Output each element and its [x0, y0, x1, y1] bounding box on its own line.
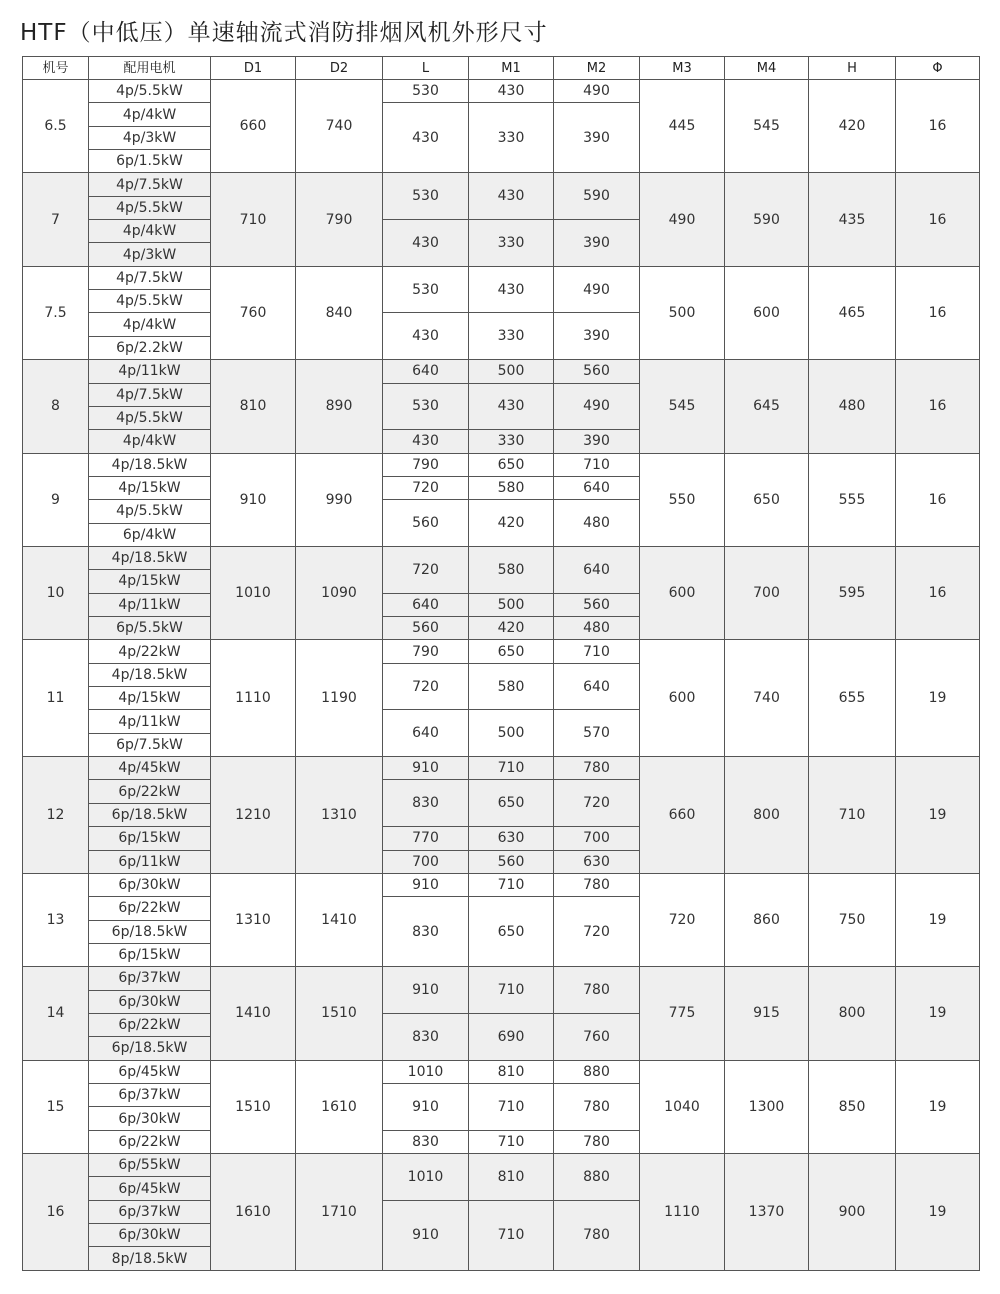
table-row: [23, 266, 980, 289]
table-row: [23, 757, 980, 780]
l-cell: 720: [383, 476, 469, 499]
header-cell-motor: 配用电机: [89, 57, 211, 80]
motor-cell: 6p/1.5kW: [89, 150, 211, 173]
d1-cell: 1310: [211, 873, 296, 966]
m1-cell: 330: [469, 103, 554, 173]
motor-cell: 4p/4kW: [89, 430, 211, 453]
m2-cell: 480: [554, 616, 640, 639]
m1-cell: 690: [469, 1013, 554, 1060]
m1-cell: 420: [469, 500, 554, 547]
motor-cell: 4p/4kW: [89, 103, 211, 126]
m2-cell: 570: [554, 710, 640, 757]
motor-cell: 4p/7.5kW: [89, 266, 211, 289]
m2-cell: 780: [554, 967, 640, 1014]
m1-cell: 580: [469, 663, 554, 710]
motor-cell: 6p/37kW: [89, 967, 211, 990]
motor-cell: 6p/22kW: [89, 1013, 211, 1036]
motor-cell: 4p/5.5kW: [89, 406, 211, 429]
m3-cell: 550: [640, 453, 725, 546]
m2-cell: 780: [554, 873, 640, 896]
header-cell-m1: M1: [469, 57, 554, 80]
table-row: [23, 453, 980, 476]
l-cell: 830: [383, 1130, 469, 1153]
page-title: HTF（中低压）单速轴流式消防排烟风机外形尺寸: [20, 20, 548, 46]
l-cell: 640: [383, 593, 469, 616]
motor-cell: 6p/15kW: [89, 943, 211, 966]
table-row: [23, 967, 980, 990]
m3-cell: 660: [640, 757, 725, 874]
motor-cell: 4p/11kW: [89, 593, 211, 616]
motor-cell: 4p/15kW: [89, 476, 211, 499]
motor-cell: 6p/30kW: [89, 990, 211, 1013]
m1-cell: 710: [469, 1083, 554, 1130]
m1-cell: 330: [469, 430, 554, 453]
d2-cell: 1310: [296, 757, 383, 874]
m3-cell: 490: [640, 173, 725, 266]
motor-cell: 4p/45kW: [89, 757, 211, 780]
d2-cell: 1410: [296, 873, 383, 966]
phi-cell: 19: [896, 640, 980, 757]
d2-cell: 740: [296, 80, 383, 173]
phi-cell: 16: [896, 80, 980, 173]
table-row: [23, 360, 980, 383]
phi-cell: 19: [896, 757, 980, 874]
motor-cell: 4p/7.5kW: [89, 173, 211, 196]
d1-cell: 1410: [211, 967, 296, 1060]
phi-cell: 19: [896, 1154, 980, 1271]
m1-cell: 710: [469, 757, 554, 780]
m3-cell: 600: [640, 546, 725, 639]
model-number-cell: 15: [23, 1060, 89, 1153]
m1-cell: 650: [469, 780, 554, 827]
d2-cell: 1510: [296, 967, 383, 1060]
motor-cell: 4p/5.5kW: [89, 500, 211, 523]
m1-cell: 710: [469, 873, 554, 896]
l-cell: 910: [383, 1083, 469, 1130]
m4-cell: 1300: [725, 1060, 809, 1153]
m1-cell: 500: [469, 593, 554, 616]
m4-cell: 800: [725, 757, 809, 874]
l-cell: 700: [383, 850, 469, 873]
l-cell: 430: [383, 430, 469, 453]
d2-cell: 1090: [296, 546, 383, 639]
model-group: [23, 546, 980, 639]
model-group: [23, 453, 980, 546]
model-number-cell: 11: [23, 640, 89, 757]
model-number-cell: 7.5: [23, 266, 89, 359]
d1-cell: 1210: [211, 757, 296, 874]
m1-cell: 580: [469, 476, 554, 499]
m3-cell: 775: [640, 967, 725, 1060]
m2-cell: 780: [554, 1200, 640, 1270]
m3-cell: 500: [640, 266, 725, 359]
model-group: [23, 80, 980, 173]
table-row: [23, 640, 980, 663]
model-number-cell: 16: [23, 1154, 89, 1271]
model-number-cell: 14: [23, 967, 89, 1060]
motor-cell: 4p/15kW: [89, 570, 211, 593]
m4-cell: 590: [725, 173, 809, 266]
l-cell: 530: [383, 80, 469, 103]
m1-cell: 430: [469, 80, 554, 103]
motor-cell: 6p/37kW: [89, 1200, 211, 1223]
m3-cell: 720: [640, 873, 725, 966]
motor-cell: 6p/45kW: [89, 1177, 211, 1200]
l-cell: 640: [383, 360, 469, 383]
model-number-cell: 12: [23, 757, 89, 874]
l-cell: 1010: [383, 1154, 469, 1201]
m2-cell: 560: [554, 360, 640, 383]
motor-cell: 6p/18.5kW: [89, 803, 211, 826]
l-cell: 910: [383, 873, 469, 896]
m4-cell: 645: [725, 360, 809, 453]
model-group: [23, 1060, 980, 1153]
d1-cell: 760: [211, 266, 296, 359]
l-cell: 1010: [383, 1060, 469, 1083]
header-cell-m3: M3: [640, 57, 725, 80]
l-cell: 910: [383, 967, 469, 1014]
model-group: [23, 873, 980, 966]
m2-cell: 630: [554, 850, 640, 873]
m2-cell: 710: [554, 453, 640, 476]
h-cell: 710: [809, 757, 896, 874]
motor-cell: 4p/7.5kW: [89, 383, 211, 406]
motor-cell: 4p/22kW: [89, 640, 211, 663]
d1-cell: 910: [211, 453, 296, 546]
motor-cell: 6p/15kW: [89, 827, 211, 850]
table-header-row: [23, 57, 980, 80]
phi-cell: 16: [896, 266, 980, 359]
phi-cell: 16: [896, 173, 980, 266]
m3-cell: 545: [640, 360, 725, 453]
h-cell: 480: [809, 360, 896, 453]
m1-cell: 710: [469, 1200, 554, 1270]
m1-cell: 330: [469, 313, 554, 360]
l-cell: 530: [383, 173, 469, 220]
m2-cell: 880: [554, 1154, 640, 1201]
m2-cell: 390: [554, 220, 640, 267]
m1-cell: 420: [469, 616, 554, 639]
motor-cell: 4p/3kW: [89, 243, 211, 266]
m1-cell: 650: [469, 897, 554, 967]
header-cell-d1: D1: [211, 57, 296, 80]
motor-cell: 6p/30kW: [89, 1224, 211, 1247]
h-cell: 420: [809, 80, 896, 173]
m2-cell: 640: [554, 663, 640, 710]
l-cell: 790: [383, 640, 469, 663]
m2-cell: 640: [554, 546, 640, 593]
m4-cell: 700: [725, 546, 809, 639]
m1-cell: 710: [469, 967, 554, 1014]
motor-cell: 4p/5.5kW: [89, 196, 211, 219]
h-cell: 750: [809, 873, 896, 966]
l-cell: 910: [383, 1200, 469, 1270]
l-cell: 430: [383, 220, 469, 267]
model-number-cell: 10: [23, 546, 89, 639]
h-cell: 800: [809, 967, 896, 1060]
motor-cell: 6p/2.2kW: [89, 336, 211, 359]
m2-cell: 480: [554, 500, 640, 547]
m1-cell: 560: [469, 850, 554, 873]
motor-cell: 4p/18.5kW: [89, 546, 211, 569]
header-cell-phi: Φ: [896, 57, 980, 80]
motor-cell: 4p/5.5kW: [89, 80, 211, 103]
motor-cell: 6p/5.5kW: [89, 616, 211, 639]
dimension-table: [22, 56, 980, 1271]
model-number-cell: 7: [23, 173, 89, 266]
phi-cell: 16: [896, 546, 980, 639]
l-cell: 430: [383, 103, 469, 173]
m2-cell: 700: [554, 827, 640, 850]
m2-cell: 780: [554, 1130, 640, 1153]
m3-cell: 1040: [640, 1060, 725, 1153]
l-cell: 430: [383, 313, 469, 360]
model-group: [23, 1154, 980, 1271]
motor-cell: 4p/5.5kW: [89, 290, 211, 313]
model-group: [23, 640, 980, 757]
d1-cell: 1610: [211, 1154, 296, 1271]
m4-cell: 915: [725, 967, 809, 1060]
header-cell-model-no: 机号: [23, 57, 89, 80]
m4-cell: 740: [725, 640, 809, 757]
m2-cell: 640: [554, 476, 640, 499]
d1-cell: 660: [211, 80, 296, 173]
d2-cell: 1610: [296, 1060, 383, 1153]
phi-cell: 19: [896, 873, 980, 966]
m2-cell: 390: [554, 430, 640, 453]
l-cell: 720: [383, 663, 469, 710]
m2-cell: 720: [554, 780, 640, 827]
m2-cell: 720: [554, 897, 640, 967]
phi-cell: 19: [896, 967, 980, 1060]
h-cell: 435: [809, 173, 896, 266]
m1-cell: 630: [469, 827, 554, 850]
table-row: [23, 173, 980, 196]
model-group: [23, 757, 980, 874]
l-cell: 830: [383, 780, 469, 827]
motor-cell: 6p/55kW: [89, 1154, 211, 1177]
m2-cell: 710: [554, 640, 640, 663]
header-cell-m4: M4: [725, 57, 809, 80]
motor-cell: 6p/45kW: [89, 1060, 211, 1083]
d2-cell: 1190: [296, 640, 383, 757]
motor-cell: 4p/18.5kW: [89, 453, 211, 476]
model-number-cell: 9: [23, 453, 89, 546]
motor-cell: 4p/3kW: [89, 126, 211, 149]
m2-cell: 490: [554, 266, 640, 313]
motor-cell: 6p/11kW: [89, 850, 211, 873]
table-row: [23, 873, 980, 896]
motor-cell: 6p/37kW: [89, 1083, 211, 1106]
d1-cell: 810: [211, 360, 296, 453]
m1-cell: 500: [469, 710, 554, 757]
l-cell: 790: [383, 453, 469, 476]
motor-cell: 6p/30kW: [89, 873, 211, 896]
m4-cell: 650: [725, 453, 809, 546]
m3-cell: 1110: [640, 1154, 725, 1271]
m1-cell: 500: [469, 360, 554, 383]
table-row: [23, 80, 980, 103]
m3-cell: 600: [640, 640, 725, 757]
m2-cell: 590: [554, 173, 640, 220]
model-number-cell: 8: [23, 360, 89, 453]
m1-cell: 430: [469, 383, 554, 430]
h-cell: 465: [809, 266, 896, 359]
m4-cell: 600: [725, 266, 809, 359]
header-cell-d2: D2: [296, 57, 383, 80]
m2-cell: 780: [554, 1083, 640, 1130]
motor-cell: 6p/22kW: [89, 780, 211, 803]
motor-cell: 6p/18.5kW: [89, 920, 211, 943]
m2-cell: 880: [554, 1060, 640, 1083]
motor-cell: 4p/4kW: [89, 313, 211, 336]
motor-cell: 6p/7.5kW: [89, 733, 211, 756]
d2-cell: 1710: [296, 1154, 383, 1271]
d1-cell: 1510: [211, 1060, 296, 1153]
m2-cell: 390: [554, 313, 640, 360]
model-group: [23, 967, 980, 1060]
m2-cell: 490: [554, 383, 640, 430]
header-cell-h: H: [809, 57, 896, 80]
table-row: [23, 1060, 980, 1083]
l-cell: 830: [383, 897, 469, 967]
l-cell: 770: [383, 827, 469, 850]
model-number-cell: 6.5: [23, 80, 89, 173]
h-cell: 900: [809, 1154, 896, 1271]
m4-cell: 1370: [725, 1154, 809, 1271]
h-cell: 555: [809, 453, 896, 546]
m4-cell: 545: [725, 80, 809, 173]
d1-cell: 1110: [211, 640, 296, 757]
m2-cell: 390: [554, 103, 640, 173]
header-cell-m2: M2: [554, 57, 640, 80]
motor-cell: 6p/18.5kW: [89, 1037, 211, 1060]
m1-cell: 650: [469, 640, 554, 663]
m2-cell: 490: [554, 80, 640, 103]
d2-cell: 890: [296, 360, 383, 453]
motor-cell: 6p/30kW: [89, 1107, 211, 1130]
phi-cell: 19: [896, 1060, 980, 1153]
l-cell: 910: [383, 757, 469, 780]
m1-cell: 330: [469, 220, 554, 267]
m4-cell: 860: [725, 873, 809, 966]
motor-cell: 6p/22kW: [89, 897, 211, 920]
d1-cell: 710: [211, 173, 296, 266]
motor-cell: 6p/22kW: [89, 1130, 211, 1153]
m1-cell: 580: [469, 546, 554, 593]
motor-cell: 4p/18.5kW: [89, 663, 211, 686]
model-number-cell: 13: [23, 873, 89, 966]
m1-cell: 710: [469, 1130, 554, 1153]
motor-cell: 4p/11kW: [89, 360, 211, 383]
l-cell: 720: [383, 546, 469, 593]
d2-cell: 840: [296, 266, 383, 359]
model-group: [23, 173, 980, 266]
phi-cell: 16: [896, 453, 980, 546]
motor-cell: 6p/4kW: [89, 523, 211, 546]
m2-cell: 760: [554, 1013, 640, 1060]
m1-cell: 650: [469, 453, 554, 476]
l-cell: 640: [383, 710, 469, 757]
l-cell: 830: [383, 1013, 469, 1060]
m1-cell: 810: [469, 1154, 554, 1201]
header-cell-l: L: [383, 57, 469, 80]
l-cell: 560: [383, 500, 469, 547]
h-cell: 595: [809, 546, 896, 639]
d2-cell: 990: [296, 453, 383, 546]
l-cell: 530: [383, 266, 469, 313]
d2-cell: 790: [296, 173, 383, 266]
model-group: [23, 266, 980, 359]
m2-cell: 560: [554, 593, 640, 616]
d1-cell: 1010: [211, 546, 296, 639]
table-row: [23, 1154, 980, 1177]
motor-cell: 4p/15kW: [89, 687, 211, 710]
motor-cell: 8p/18.5kW: [89, 1247, 211, 1270]
phi-cell: 16: [896, 360, 980, 453]
m1-cell: 430: [469, 173, 554, 220]
m2-cell: 780: [554, 757, 640, 780]
h-cell: 850: [809, 1060, 896, 1153]
l-cell: 530: [383, 383, 469, 430]
motor-cell: 4p/4kW: [89, 220, 211, 243]
m3-cell: 445: [640, 80, 725, 173]
h-cell: 655: [809, 640, 896, 757]
table-row: [23, 546, 980, 569]
m1-cell: 810: [469, 1060, 554, 1083]
l-cell: 560: [383, 616, 469, 639]
motor-cell: 4p/11kW: [89, 710, 211, 733]
m1-cell: 430: [469, 266, 554, 313]
model-group: [23, 360, 980, 453]
